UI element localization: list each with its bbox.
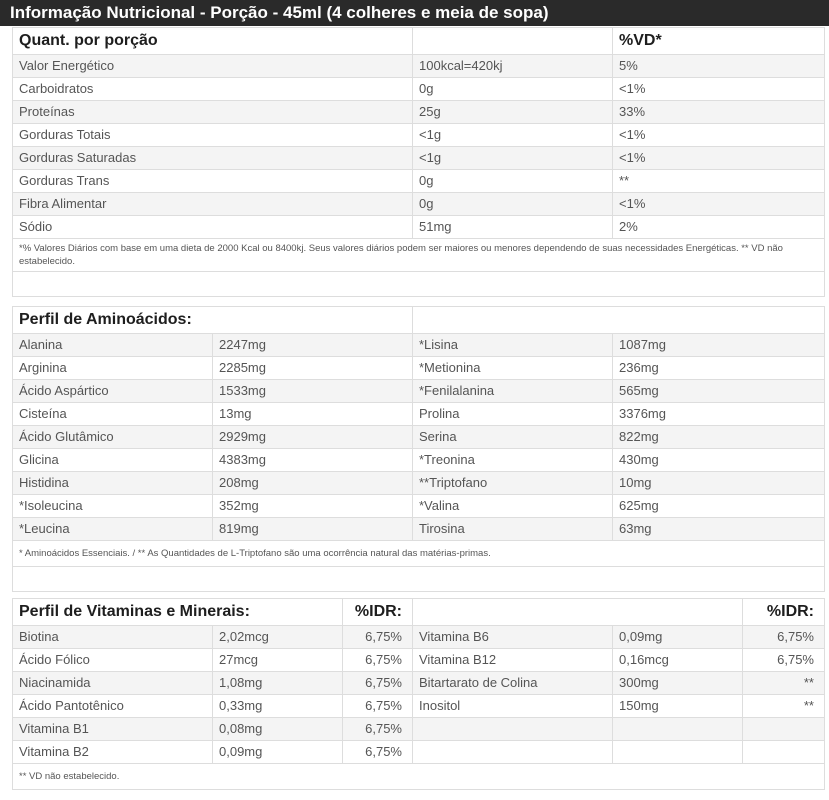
- table-row: [13, 55, 825, 78]
- vitamin-amount: 0,09mg: [213, 741, 343, 764]
- spacer-cell: [13, 272, 825, 297]
- vitamin-idr: 6,75%: [343, 649, 413, 672]
- nutrient-amount: <1g: [413, 124, 613, 147]
- nutrient-amount: 25g: [413, 101, 613, 124]
- amino-value: 625mg: [613, 495, 825, 518]
- vitamin-amount: 0,33mg: [213, 695, 343, 718]
- table-row: [13, 518, 825, 541]
- amino-footnote-row: [13, 541, 825, 567]
- vitamin-name: [413, 718, 613, 741]
- table-row: [13, 626, 825, 649]
- amino-name: Tirosina: [413, 518, 613, 541]
- nutrition-header-row: [13, 28, 825, 55]
- vd-header: %VD*: [613, 28, 825, 55]
- nutrient-name: Gorduras Totais: [13, 124, 413, 147]
- amino-value: 822mg: [613, 426, 825, 449]
- table-row: [13, 170, 825, 193]
- amino-name: *Leucina: [13, 518, 213, 541]
- vitamin-amount: 0,08mg: [213, 718, 343, 741]
- idr-header-left: %IDR:: [343, 599, 413, 626]
- amino-value: 13mg: [213, 403, 413, 426]
- vitamins-footnote-row: [13, 764, 825, 790]
- nutrient-name: Gorduras Saturadas: [13, 147, 413, 170]
- portion-header: Quant. por porção: [13, 28, 413, 55]
- amino-name: *Lisina: [413, 334, 613, 357]
- vitamin-idr: 6,75%: [343, 695, 413, 718]
- vitamin-amount: 2,02mcg: [213, 626, 343, 649]
- vitamins-header-blank: [413, 599, 743, 626]
- nutrient-name: Sódio: [13, 216, 413, 239]
- vitamin-idr: 6,75%: [743, 649, 825, 672]
- amino-value: 2929mg: [213, 426, 413, 449]
- amino-value: 4383mg: [213, 449, 413, 472]
- nutrient-amount: 0g: [413, 193, 613, 216]
- nutrient-name: Gorduras Trans: [13, 170, 413, 193]
- nutrient-name: Valor Energético: [13, 55, 413, 78]
- vitamin-name: Inositol: [413, 695, 613, 718]
- amino-value: 1533mg: [213, 380, 413, 403]
- vitamin-idr: [743, 718, 825, 741]
- nutrient-name: Proteínas: [13, 101, 413, 124]
- spacer-row: [13, 567, 825, 592]
- nutrient-vd: <1%: [613, 78, 825, 101]
- vitamin-idr: **: [743, 695, 825, 718]
- amino-name: Glicina: [13, 449, 213, 472]
- amount-header: [413, 28, 613, 55]
- nutrition-footnote-row: [13, 239, 825, 272]
- table-row: [13, 403, 825, 426]
- vitamin-name: Niacinamida: [13, 672, 213, 695]
- nutrient-vd: 2%: [613, 216, 825, 239]
- vitamin-name: Vitamina B1: [13, 718, 213, 741]
- spacer-row: [13, 272, 825, 297]
- nutrient-vd: <1%: [613, 124, 825, 147]
- table-row: [13, 357, 825, 380]
- vitamin-name: Biotina: [13, 626, 213, 649]
- vitamins-footnote: ** VD não estabelecido.: [13, 764, 825, 790]
- table-row: [13, 426, 825, 449]
- nutrient-vd: <1%: [613, 193, 825, 216]
- amino-name: Alanina: [13, 334, 213, 357]
- nutrient-vd: **: [613, 170, 825, 193]
- vitamin-idr: **: [743, 672, 825, 695]
- nutrition-table: [12, 27, 825, 297]
- table-row: [13, 472, 825, 495]
- amino-name: Ácido Aspártico: [13, 380, 213, 403]
- amino-name: *Valina: [413, 495, 613, 518]
- amino-value: 10mg: [613, 472, 825, 495]
- table-row: [13, 380, 825, 403]
- table-row: [13, 101, 825, 124]
- amino-value: 1087mg: [613, 334, 825, 357]
- table-row: [13, 147, 825, 170]
- vitamin-name: Vitamina B12: [413, 649, 613, 672]
- amino-header-blank: [413, 307, 825, 334]
- nutrient-amount: 0g: [413, 78, 613, 101]
- nutrient-name: Carboidratos: [13, 78, 413, 101]
- table-row: [13, 695, 825, 718]
- vitamin-amount: 300mg: [613, 672, 743, 695]
- table-row: [13, 449, 825, 472]
- nutrient-amount: 100kcal=420kj: [413, 55, 613, 78]
- amino-value: 352mg: [213, 495, 413, 518]
- vitamin-idr: 6,75%: [343, 672, 413, 695]
- nutrient-name: Fibra Alimentar: [13, 193, 413, 216]
- table-row: [13, 495, 825, 518]
- vitamin-name: Vitamina B6: [413, 626, 613, 649]
- amino-value: 819mg: [213, 518, 413, 541]
- vitamin-idr: 6,75%: [343, 626, 413, 649]
- vitamin-idr: [743, 741, 825, 764]
- amino-name: *Fenilalanina: [413, 380, 613, 403]
- amino-name: Histidina: [13, 472, 213, 495]
- vitamin-name: Vitamina B2: [13, 741, 213, 764]
- amino-value: 430mg: [613, 449, 825, 472]
- amino-header-row: [13, 307, 825, 334]
- nutrient-amount: <1g: [413, 147, 613, 170]
- vitamin-name: Bitartarato de Colina: [413, 672, 613, 695]
- amino-value: 208mg: [213, 472, 413, 495]
- vitamins-header: Perfil de Vitaminas e Minerais:: [13, 599, 343, 626]
- table-row: [13, 649, 825, 672]
- amino-value: 2285mg: [213, 357, 413, 380]
- vitamin-amount: 1,08mg: [213, 672, 343, 695]
- table-row: [13, 741, 825, 764]
- amino-table: [12, 306, 825, 592]
- amino-value: 565mg: [613, 380, 825, 403]
- amino-value: 63mg: [613, 518, 825, 541]
- table-row: [13, 216, 825, 239]
- amino-value: 3376mg: [613, 403, 825, 426]
- page-title: Informação Nutricional - Porção - 45ml (4 colheres e meia de sopa): [0, 0, 829, 26]
- amino-name: **Triptofano: [413, 472, 613, 495]
- amino-value: 2247mg: [213, 334, 413, 357]
- vitamin-amount: [613, 718, 743, 741]
- amino-name: *Isoleucina: [13, 495, 213, 518]
- table-row: [13, 718, 825, 741]
- spacer-cell: [13, 567, 825, 592]
- table-row: [13, 193, 825, 216]
- nutrient-vd: 5%: [613, 55, 825, 78]
- vitamin-idr: 6,75%: [343, 718, 413, 741]
- table-row: [13, 334, 825, 357]
- vitamin-amount: 0,09mg: [613, 626, 743, 649]
- vitamin-amount: 150mg: [613, 695, 743, 718]
- amino-name: Prolina: [413, 403, 613, 426]
- vitamin-idr: 6,75%: [343, 741, 413, 764]
- nutrient-amount: 0g: [413, 170, 613, 193]
- amino-name: Serina: [413, 426, 613, 449]
- amino-name: *Metionina: [413, 357, 613, 380]
- vitamins-table: [12, 598, 825, 790]
- amino-name: Ácido Glutâmico: [13, 426, 213, 449]
- table-row: [13, 124, 825, 147]
- table-row: [13, 78, 825, 101]
- amino-footnote: * Aminoácidos Essenciais. / ** As Quantidades de L-Triptofano são uma ocorrência natural das matérias-primas.: [13, 541, 825, 567]
- amino-name: Cisteína: [13, 403, 213, 426]
- vitamin-name: Ácido Fólico: [13, 649, 213, 672]
- vitamin-name: Ácido Pantotênico: [13, 695, 213, 718]
- vitamin-name: [413, 741, 613, 764]
- vitamin-amount: 27mcg: [213, 649, 343, 672]
- vitamin-amount: 0,16mcg: [613, 649, 743, 672]
- table-row: [13, 672, 825, 695]
- amino-name: *Treonina: [413, 449, 613, 472]
- idr-header-right: %IDR:: [743, 599, 825, 626]
- nutrition-footnote: *% Valores Diários com base em uma dieta de 2000 Kcal ou 8400kj. Seus valores diários podem ser maiores ou menores dependendo de suas necessidades Energéticas. ** VD não estabelecido.: [13, 239, 825, 272]
- nutrient-vd: <1%: [613, 147, 825, 170]
- nutrient-amount: 51mg: [413, 216, 613, 239]
- vitamin-amount: [613, 741, 743, 764]
- amino-value: 236mg: [613, 357, 825, 380]
- amino-name: Arginina: [13, 357, 213, 380]
- vitamin-idr: 6,75%: [743, 626, 825, 649]
- vitamins-header-row: [13, 599, 825, 626]
- amino-header: Perfil de Aminoácidos:: [13, 307, 413, 334]
- nutrient-vd: 33%: [613, 101, 825, 124]
